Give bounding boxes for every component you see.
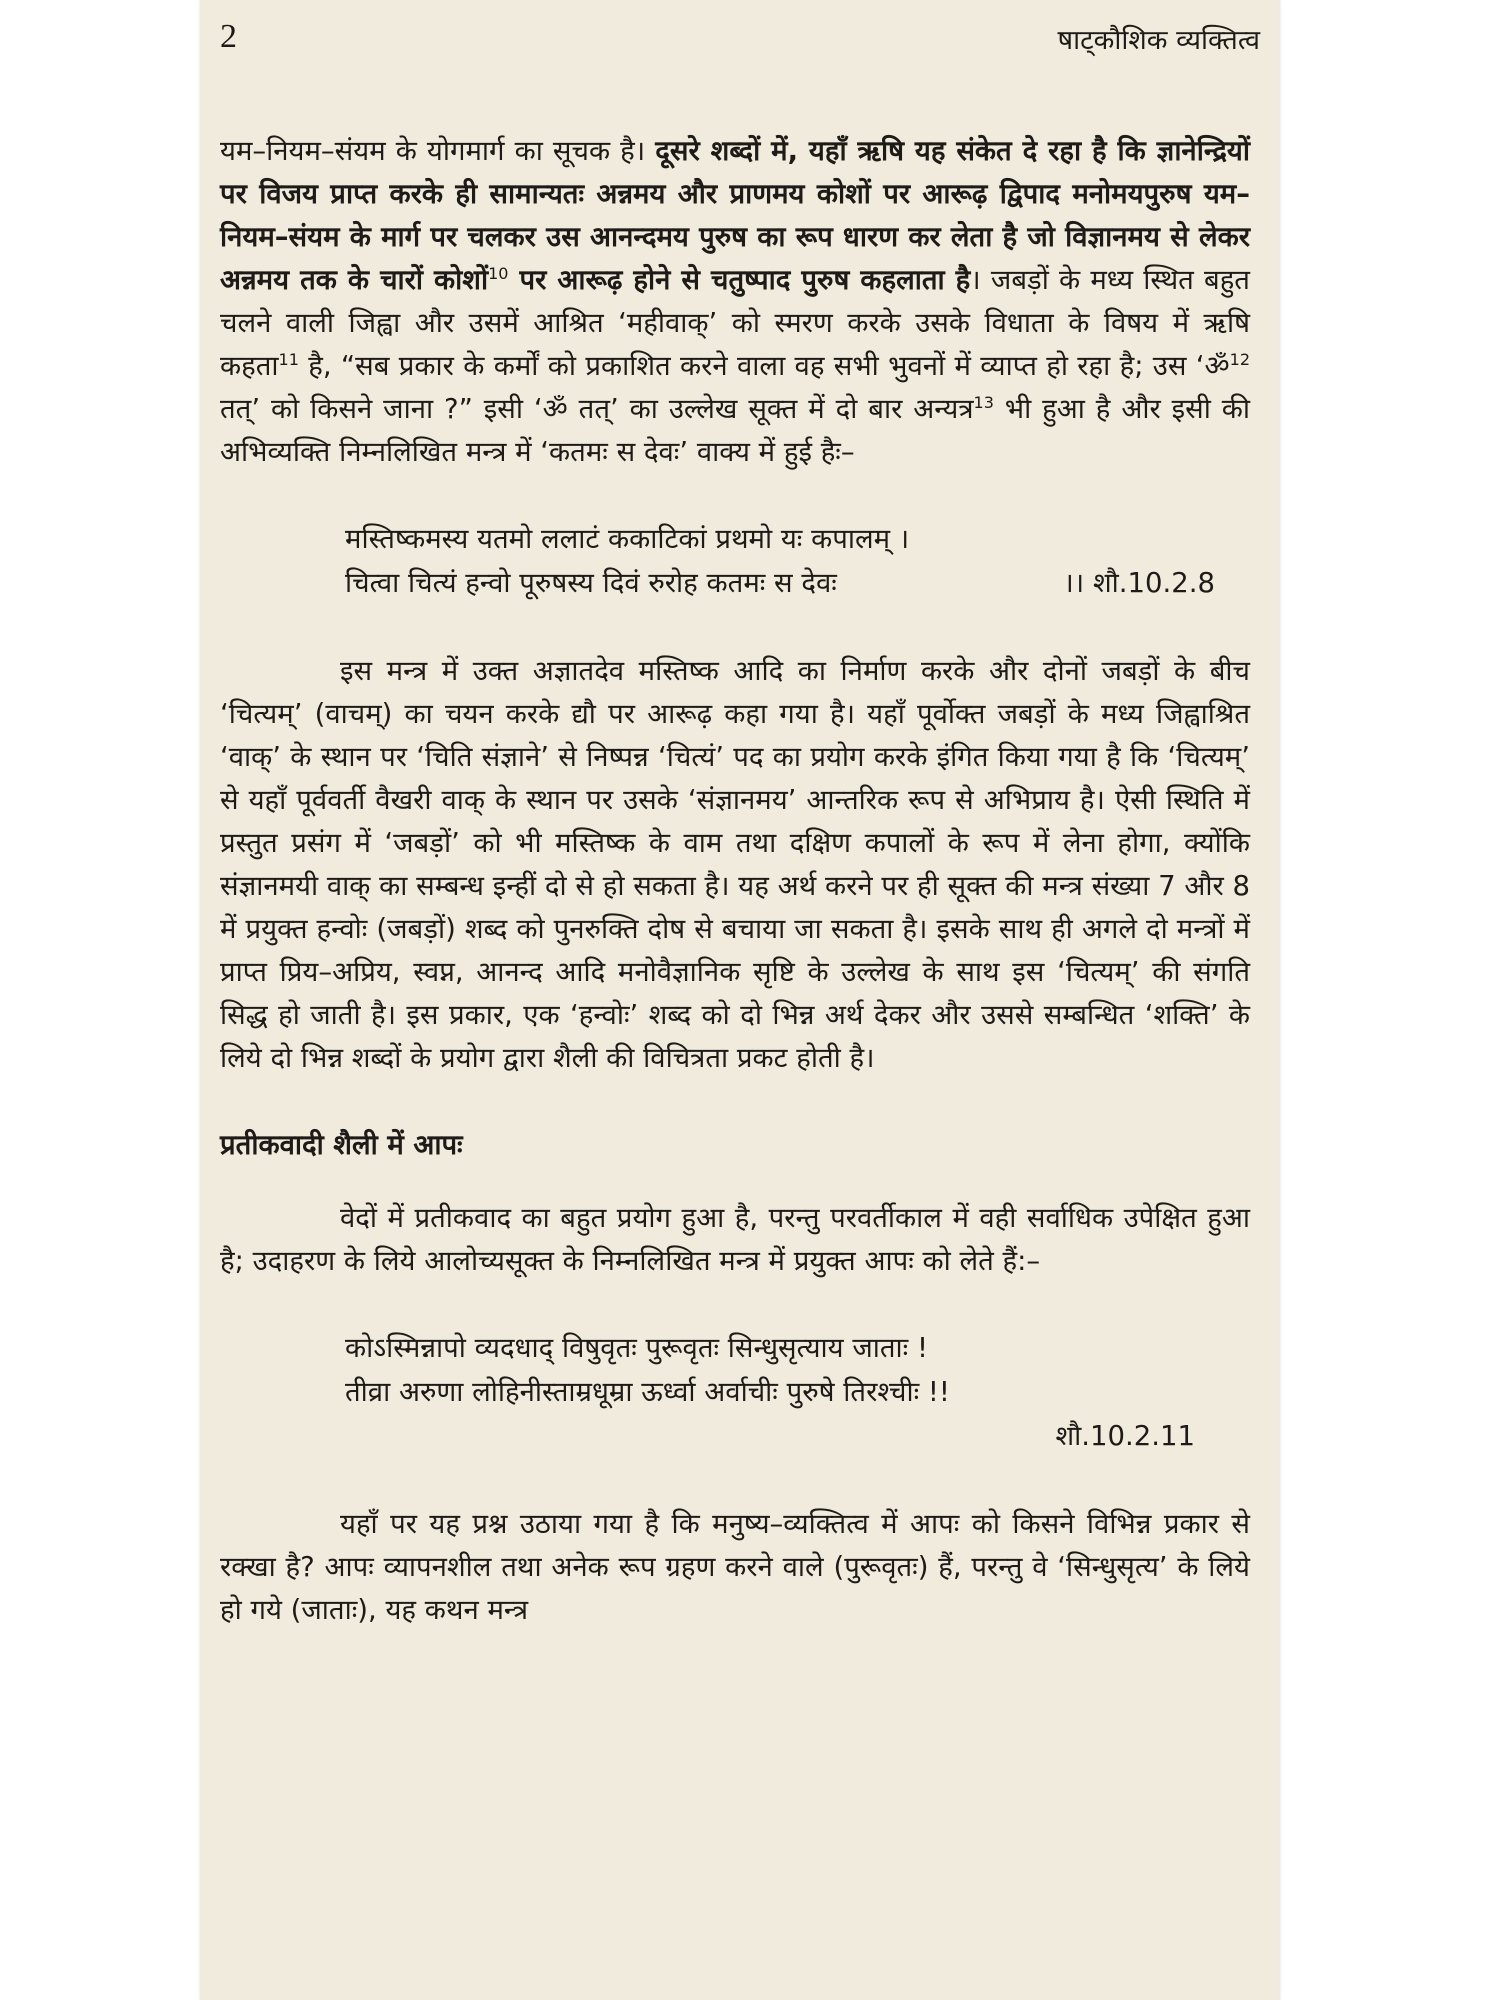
para1-bold-2: पर आरूढ़ होने से चतुष्पाद पुरुष कहलाता है <box>508 264 971 296</box>
paragraph-3: वेदों में प्रतीकवाद का बहुत प्रयोग हुआ है, परन्तु परवर्तीकाल में वही सर्वाधिक उपेक्षित हुआ है; उदाहरण के लिये आलोच्यसूक्त के निम्नलिखित मन्त्र में प्रयुक्त आपः को लेते हैं:– <box>220 1202 1250 1277</box>
para1-text-3: है, “सब प्रकार के कर्मों को प्रकाशित करने वाला वह सभी भुवनों में व्याप्त हो रहा है; उस ‘ॐ <box>298 350 1230 382</box>
verse-1 <box>220 518 1250 606</box>
paragraph-2: इस मन्त्र में उक्त अज्ञातदेव मस्तिष्क आदि का निर्माण करके और दोनों जबड़ों के बीच ‘चित्यम्’ (वाचम्) का चयन करके द्यौ पर आरूढ़ कहा गया है। यहाँ पूर्वोक्त जबड़ों के मध्य जिह्वाश्रित ‘वाक्’ के स्थान पर ‘चिति संज्ञाने’ से निष्पन्न ‘चित्यं’ पद का प्रयोग करके इंगित किया गया है कि ‘चित्यम्’ से यहाँ पूर्ववर्ती वैखरी वाक् के स्थान पर उसके ‘संज्ञानमय’ आन्तरिक रूप से अभिप्राय है। ऐसी स्थिति में प्रस्तुत प्रसंग में ‘जबड़ों’ को भी मस्तिष्क के वाम तथा दक्षिण कपालों के रूप में लेना होगा, क्योंकि संज्ञानमयी वाक् का सम्बन्ध इन्हीं दो से हो सकता है। यह अर्थ करने पर ही सूक्त की मन्त्र संख्या 7 और 8 में प्रयुक्त हन्वोः (जबड़ों) शब्द को पुनरुक्ति दोष से बचाया जा सकता है। इसके साथ ही अगले दो मन्त्रों में प्राप्त प्रिय–अप्रिय, स्वप्न, आनन्द आदि मनोवैज्ञानिक सृष्टि के उल्लेख के साथ इस ‘चित्यम्’ की संगति सिद्ध हो जाती है। इस प्रकार, एक ‘हन्वोः’ शब्द को दो भिन्न अर्थ देकर और उससे सम्बन्धित ‘शक्ति’ के लिये दो भिन्न शब्दों के प्रयोग द्वारा शैली की विचित्रता प्रकट होती है। <box>220 655 1250 1074</box>
paragraph-4: यहाँ पर यह प्रश्न उठाया गया है कि मनुष्य–व्यक्तित्व में आपः को किसने विभिन्न प्रकार से रक्खा है? आपः व्यापनशील तथा अनेक रूप ग्रहण करने वाले (पुरूवृतः) हैं, परन्तु वे ‘सिन्धुसृत्य’ के लिये हो गये (जाताः), यह कथन मन्त्र <box>220 1508 1250 1626</box>
para1-text-4: तत्’ को किसने जाना ?” इसी ‘ॐ तत्’ का उल्लेख सूक्त में दो बार अन्यत्र <box>220 393 974 425</box>
verse-1-line-2-text: चित्वा चित्यं हन्वो पूरुषस्य दिवं रुरोह कतमः स देवः <box>345 567 837 599</box>
section-heading: प्रतीकवादी शैली में आपः <box>220 1129 463 1161</box>
verse-1-line-2 <box>345 562 1250 606</box>
verse-2-line-2: तीव्रा अरुणा लोहिनीस्ताम्रधूम्रा ऊर्ध्वा अर्वाचीः पुरुषे तिरश्चीः !! <box>345 1376 950 1408</box>
page-body <box>220 130 1250 1632</box>
footnote-ref-10: 10 <box>488 263 509 283</box>
verse-1-line-1: मस्तिष्कमस्य यतमो ललाटं ककाटिकां प्रथमो यः कपालम् । <box>345 523 910 555</box>
para1-text-5: भी हुआ है और इसी की अभिव्यक्ति निम्नलिखित मन्त्र में ‘कतमः स देवः’ वाक्य में हुई हैः– <box>220 393 1251 468</box>
page-header <box>220 18 1260 68</box>
verse-2 <box>220 1327 1250 1415</box>
verse-1-reference: ।। शौ.10.2.8 <box>1063 567 1215 599</box>
footnote-ref-12: 12 <box>1229 349 1250 369</box>
running-head: षाट्कौशिक व्यक्तित्व <box>1057 25 1260 56</box>
footnote-ref-11: 11 <box>278 349 299 369</box>
para1-text-2: । जबड़ों के मध्य स्थित बहुत चलने वाली जिह्वा और उसमें आश्रित ‘महीवाक्’ को स्मरण करके उसके विधाता के विषय में ऋषि कहता <box>220 264 1250 382</box>
verse-2-reference: शौ.10.2.11 <box>1055 1420 1195 1452</box>
para1-text-1: यम–नियम–संयम के योगमार्ग का सूचक है। <box>220 135 656 167</box>
verse-2-line-1: कोऽस्मिन्नापो व्यदधाद् विषुवृतः पुरूवृतः सिन्धुसृत्याय जाताः ! <box>345 1332 929 1364</box>
page-number: 2 <box>220 18 237 55</box>
para1-bold-1: दूसरे शब्दों में, यहाँ ऋषि यह संकेत दे रहा है कि ज्ञानेन्द्रियों पर विजय प्राप्त करके ही सामान्यतः अन्नमय और प्राणमय कोशों पर आरूढ़ द्विपाद मनोमयपुरुष यम–नियम–संयम के मार्ग पर चलकर उस आनन्दमय पुरुष का रूप धारण कर लेता है जो विज्ञानमय से लेकर अन्नमय तक के चारों कोशों <box>220 135 1250 296</box>
footnote-ref-13: 13 <box>973 392 994 412</box>
paragraph-1 <box>220 130 1250 474</box>
